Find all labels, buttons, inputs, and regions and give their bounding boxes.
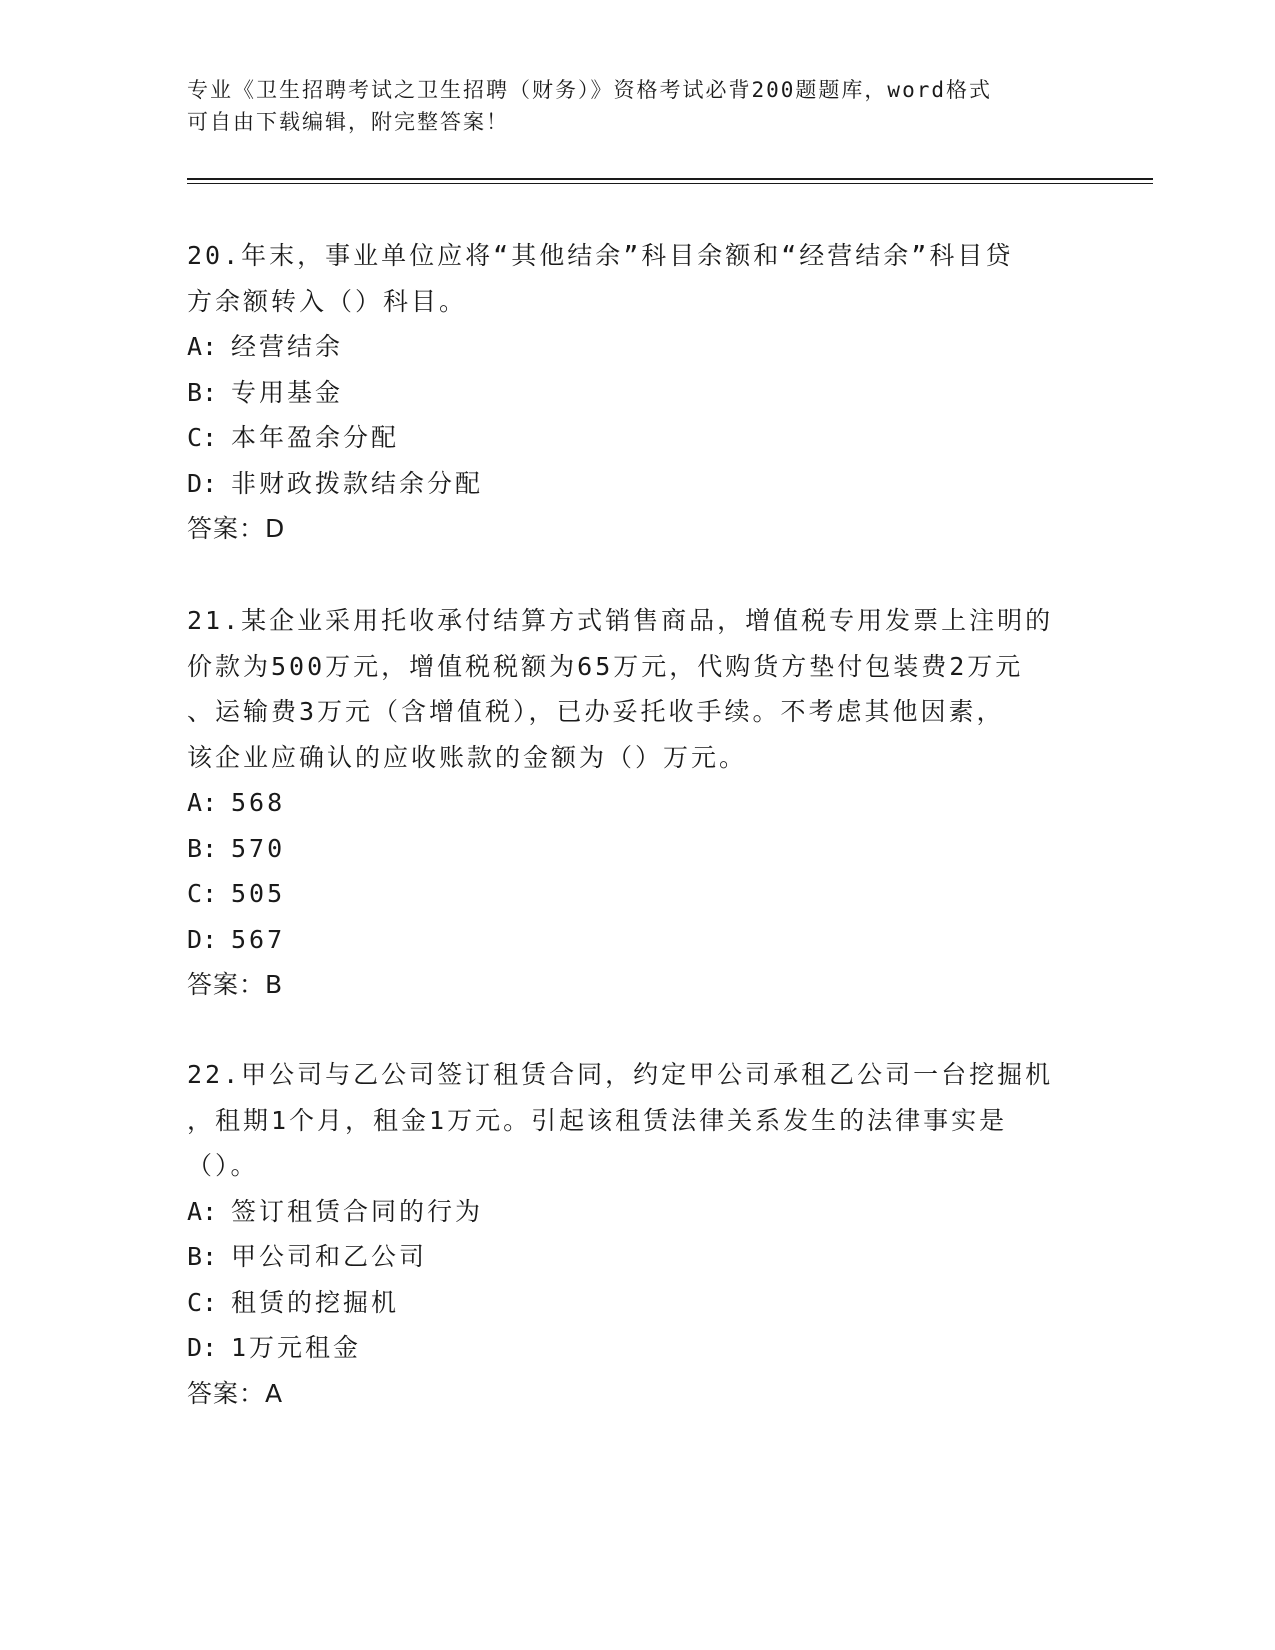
header-divider-thin bbox=[187, 183, 1153, 184]
option-c bbox=[187, 415, 1087, 461]
option-text: 甲公司和乙公司 bbox=[231, 1242, 428, 1271]
question-stem-line: 价款为500万元，增值税税额为65万元，代购货方垫付包装费2万元 bbox=[187, 651, 1024, 681]
question-stem-line: 21.某企业采用托收承付结算方式销售商品，增值税专用发票上注明的 bbox=[187, 606, 1054, 635]
option-b bbox=[187, 370, 1087, 416]
answer-line: 答案：D bbox=[187, 514, 286, 543]
option-key: B: bbox=[187, 1242, 218, 1271]
option-d bbox=[187, 1325, 1087, 1371]
answer-line: 答案：B bbox=[187, 970, 284, 999]
question-stem-line: 20.年末，事业单位应将“其他结余”科目余额和“经营结余”科目贷 bbox=[187, 241, 1014, 270]
option-text: 租赁的挖掘机 bbox=[231, 1287, 400, 1317]
question-stem-line: 22.甲公司与乙公司签订租赁合同，约定甲公司承租乙公司一台挖掘机 bbox=[187, 1060, 1054, 1089]
option-b bbox=[187, 826, 1087, 872]
option-key: A: bbox=[187, 332, 218, 361]
option-key: C: bbox=[187, 879, 218, 908]
option-text: 本年盈余分配 bbox=[231, 423, 400, 452]
option-text: 567 bbox=[231, 924, 286, 954]
header-line-1: 专业《卫生招聘考试之卫生招聘（财务）》资格考试必背200题题库，word格式 bbox=[187, 78, 992, 102]
question-stem-line: （）。 bbox=[187, 1151, 259, 1180]
question-stem-line: ，租期1个月，租金1万元。引起该租赁法律关系发生的法律事实是 bbox=[187, 1105, 1008, 1135]
question-stem-line: 、运输费3万元（含增值税），已办妥托收手续。不考虑其他因素， bbox=[187, 697, 1005, 726]
option-key: B: bbox=[187, 833, 218, 863]
option-text: 568 bbox=[231, 788, 286, 817]
option-key: C: bbox=[187, 1287, 218, 1317]
option-text: 专用基金 bbox=[231, 377, 344, 407]
answer-line: 答案：A bbox=[187, 1378, 284, 1408]
option-key: D: bbox=[187, 924, 218, 954]
header-line-2: 可自由下载编辑，附完整答案！ bbox=[187, 110, 509, 134]
question-stem-line: 该企业应确认的应收账款的金额为（）万元。 bbox=[187, 742, 748, 772]
question-stem-line: 方余额转入（）科目。 bbox=[187, 286, 468, 316]
option-a bbox=[187, 780, 1087, 826]
option-key: D: bbox=[187, 468, 218, 498]
option-text: 非财政拨款结余分配 bbox=[231, 468, 484, 498]
option-text: 签订租赁合同的行为 bbox=[231, 1196, 484, 1226]
option-text: 1万元租金 bbox=[231, 1333, 362, 1362]
option-key: D: bbox=[187, 1333, 218, 1362]
option-b bbox=[187, 1234, 1087, 1280]
option-key: B: bbox=[187, 377, 218, 407]
question-21 bbox=[187, 598, 1087, 1008]
option-key: A: bbox=[187, 1196, 218, 1226]
option-a bbox=[187, 1189, 1087, 1235]
question-20 bbox=[187, 233, 1087, 552]
option-d bbox=[187, 461, 1087, 507]
option-text: 经营结余 bbox=[231, 332, 344, 361]
option-text: 570 bbox=[231, 833, 286, 863]
option-c bbox=[187, 871, 1087, 917]
option-text: 505 bbox=[231, 879, 286, 908]
option-key: A: bbox=[187, 788, 218, 817]
option-d bbox=[187, 917, 1087, 963]
option-c bbox=[187, 1280, 1087, 1326]
option-key: C: bbox=[187, 423, 218, 452]
document-header bbox=[187, 74, 1067, 138]
question-22 bbox=[187, 1052, 1087, 1416]
header-divider-thick bbox=[187, 178, 1153, 180]
option-a bbox=[187, 324, 1087, 370]
